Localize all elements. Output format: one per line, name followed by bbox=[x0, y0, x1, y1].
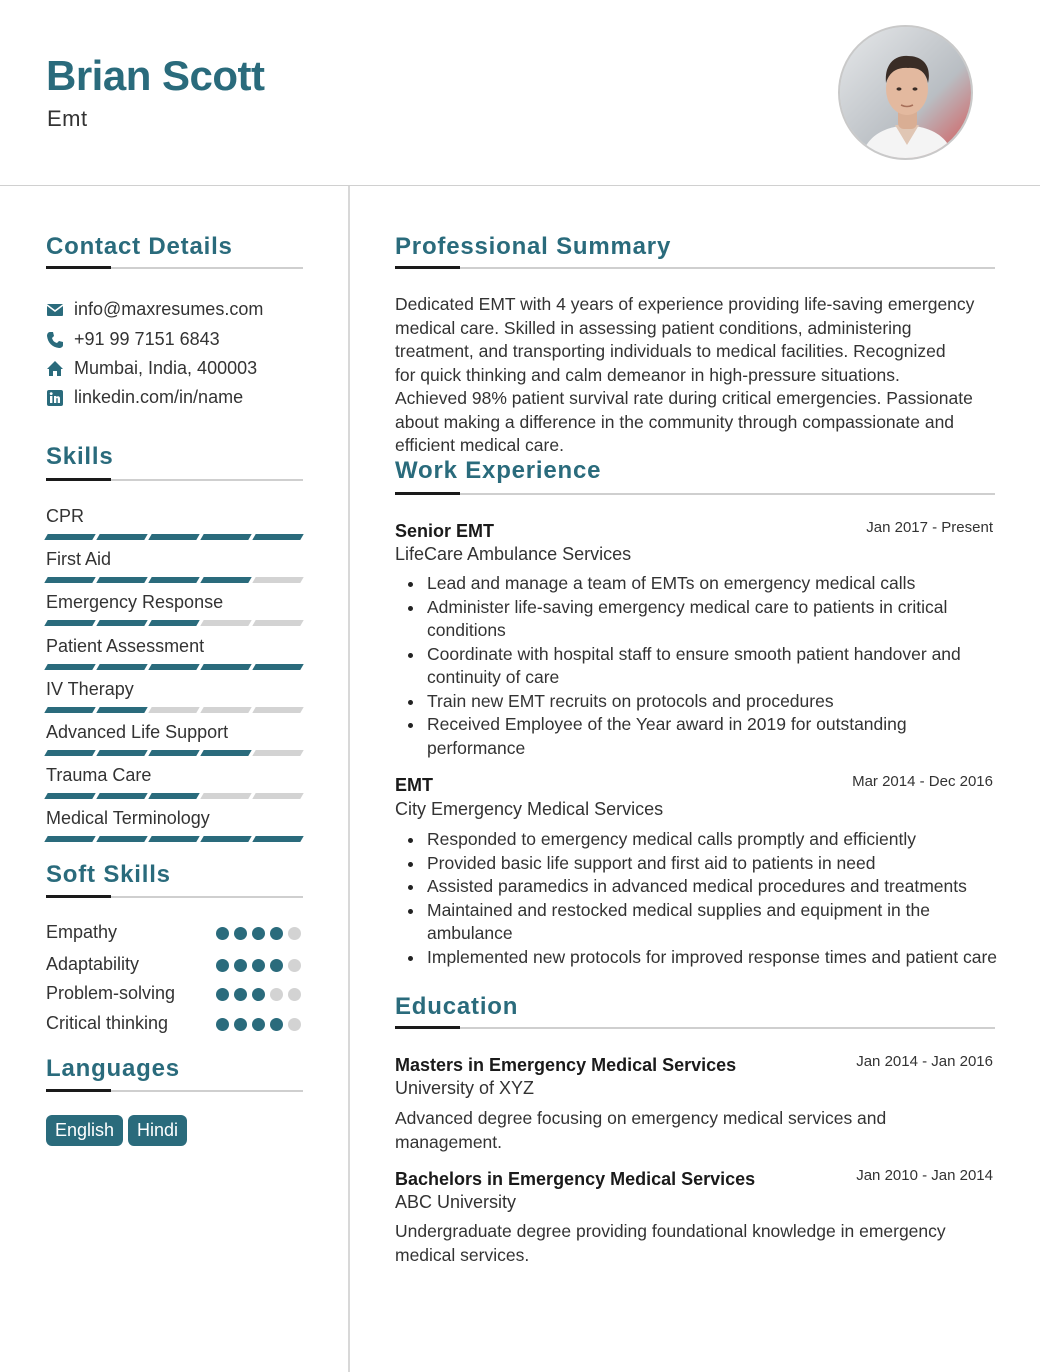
job-2-bullets bbox=[427, 828, 997, 969]
skill-level-segment bbox=[44, 664, 95, 670]
summary-line: about making a difference in the community through compassionate and bbox=[395, 411, 955, 432]
skill-label: Emergency Response bbox=[46, 592, 224, 612]
contact-linkedin-text: linkedin.com/in/name bbox=[74, 387, 244, 407]
edu-1-degree: Masters in Emergency Medical Services bbox=[395, 1055, 737, 1075]
list-item: Responded to emergency medical calls promptly and efficiently bbox=[427, 828, 997, 852]
skill-level-segment bbox=[200, 664, 251, 670]
skill-level-segment bbox=[200, 793, 251, 799]
person-portrait-icon bbox=[840, 27, 973, 160]
skill-level-segment bbox=[252, 793, 303, 799]
list-item: Received Employee of the Year award in 2019 for outstanding performance bbox=[427, 713, 997, 760]
rating-dot bbox=[288, 1018, 301, 1031]
language-tag: Hindi bbox=[128, 1115, 187, 1146]
skill-item bbox=[46, 636, 302, 657]
skill-level-segment bbox=[96, 620, 147, 626]
skill-level-bar bbox=[46, 620, 302, 626]
summary-rule bbox=[395, 267, 995, 269]
job-1-org: LifeCare Ambulance Services bbox=[395, 544, 632, 564]
skill-level-segment bbox=[148, 707, 199, 713]
candidate-name: Brian Scott bbox=[46, 52, 265, 99]
list-item: Implemented new protocols for improved response times and patient care bbox=[427, 946, 997, 970]
contact-email-text: info@maxresumes.com bbox=[74, 299, 264, 319]
skill-level-segment bbox=[148, 577, 199, 583]
list-item: Assisted paramedics in advanced medical procedures and treatments bbox=[427, 875, 997, 899]
contact-heading: Contact Details bbox=[46, 233, 233, 260]
edu-1-desc: Advanced degree focusing on emergency medical services and management. bbox=[395, 1108, 887, 1152]
skill-level-segment bbox=[96, 707, 147, 713]
soft-skill-rating bbox=[216, 959, 286, 973]
skill-level-bar bbox=[46, 750, 302, 756]
skill-item bbox=[46, 506, 302, 527]
skill-level-segment bbox=[96, 664, 147, 670]
rating-dot bbox=[234, 959, 247, 972]
skill-level-segment bbox=[96, 534, 147, 540]
rating-dot bbox=[216, 959, 229, 972]
summary-line: Dedicated EMT with 4 years of experience providing life-saving emergency bbox=[395, 294, 975, 314]
rating-dot bbox=[234, 1018, 247, 1031]
summary-line: efficient medical care. bbox=[395, 435, 564, 455]
skill-level-segment bbox=[44, 750, 95, 756]
edu-2-degree: Bachelors in Emergency Medical Services bbox=[395, 1169, 756, 1189]
rating-dot bbox=[288, 927, 301, 940]
skills-heading: Skills bbox=[46, 443, 114, 470]
contact-rule bbox=[46, 267, 303, 269]
education-heading: Education bbox=[395, 993, 519, 1020]
skill-label: Patient Assessment bbox=[46, 636, 205, 656]
rating-dot bbox=[252, 927, 265, 940]
rating-dot bbox=[234, 927, 247, 940]
skill-level-segment bbox=[252, 750, 303, 756]
soft-skill-label: Critical thinking bbox=[46, 1013, 169, 1033]
skill-level-segment bbox=[200, 534, 251, 540]
job-title: Emt bbox=[47, 106, 88, 131]
skill-level-segment bbox=[148, 534, 199, 540]
skill-level-segment bbox=[96, 836, 147, 842]
skill-level-segment bbox=[252, 620, 303, 626]
skill-level-segment bbox=[200, 750, 251, 756]
skill-level-segment bbox=[96, 750, 147, 756]
skill-level-bar bbox=[46, 836, 302, 842]
linkedin-icon bbox=[46, 389, 64, 407]
skill-level-segment bbox=[148, 793, 199, 799]
rating-dot bbox=[216, 927, 229, 940]
skill-level-segment bbox=[148, 750, 199, 756]
rating-dot bbox=[270, 1018, 283, 1031]
job-2-title: EMT bbox=[395, 775, 433, 795]
rating-dot bbox=[252, 988, 265, 1001]
rating-dot bbox=[252, 1018, 265, 1031]
languages-rule bbox=[46, 1090, 303, 1092]
skill-level-segment bbox=[148, 620, 199, 626]
skill-level-bar bbox=[46, 577, 302, 583]
soft-skills-heading: Soft Skills bbox=[46, 861, 171, 888]
soft-skill-item bbox=[46, 983, 302, 1004]
skill-level-bar bbox=[46, 707, 302, 713]
soft-skill-item bbox=[46, 922, 302, 943]
soft-skill-rating bbox=[216, 988, 286, 1002]
job-1-title: Senior EMT bbox=[395, 521, 495, 541]
education-rule bbox=[395, 1027, 995, 1029]
skill-item bbox=[46, 549, 302, 570]
job-1-bullets bbox=[427, 572, 997, 760]
skill-level-segment bbox=[44, 707, 95, 713]
skill-level-segment bbox=[200, 577, 251, 583]
job-2-dates: Mar 2014 - Dec 2016 bbox=[852, 773, 993, 790]
skill-item bbox=[46, 808, 302, 829]
skill-label: Trauma Care bbox=[46, 765, 152, 785]
rating-dot bbox=[216, 1018, 229, 1031]
skill-level-segment bbox=[44, 577, 95, 583]
summary-line: medical care. Skilled in assessing patient conditions, administering bbox=[395, 317, 912, 338]
language-tag: English bbox=[46, 1115, 123, 1146]
home-icon bbox=[46, 360, 64, 378]
rating-dot bbox=[270, 927, 283, 940]
list-item: Maintained and restocked medical supplies and equipment in the ambulance bbox=[427, 899, 997, 946]
resume-header bbox=[0, 0, 1040, 186]
soft-skill-label: Adaptability bbox=[46, 954, 140, 974]
skill-label: IV Therapy bbox=[46, 679, 134, 699]
skill-level-segment bbox=[252, 577, 303, 583]
contact-address-text: Mumbai, India, 400003 bbox=[74, 358, 258, 378]
summary-heading: Professional Summary bbox=[395, 233, 672, 260]
edu-1-school: University of XYZ bbox=[395, 1078, 535, 1098]
skill-level-segment bbox=[200, 707, 251, 713]
skill-item bbox=[46, 722, 302, 743]
envelope-icon bbox=[46, 301, 64, 319]
skill-level-segment bbox=[200, 836, 251, 842]
experience-heading: Work Experience bbox=[395, 457, 602, 484]
skill-level-segment bbox=[252, 836, 303, 842]
skill-level-segment bbox=[252, 707, 303, 713]
edu-1-dates: Jan 2014 - Jan 2016 bbox=[856, 1053, 993, 1070]
skill-level-segment bbox=[44, 620, 95, 626]
skill-label: Medical Terminology bbox=[46, 808, 210, 828]
rating-dot bbox=[270, 959, 283, 972]
skill-label: First Aid bbox=[46, 549, 112, 569]
job-1-dates: Jan 2017 - Present bbox=[866, 519, 993, 536]
rating-dot bbox=[252, 959, 265, 972]
skill-level-bar bbox=[46, 664, 302, 670]
skill-item bbox=[46, 592, 302, 613]
skill-level-segment bbox=[96, 793, 147, 799]
job-2-org: City Emergency Medical Services bbox=[395, 799, 664, 819]
languages-heading: Languages bbox=[46, 1055, 180, 1082]
soft-skill-rating bbox=[216, 927, 286, 941]
rating-dot bbox=[270, 988, 283, 1001]
skill-level-segment bbox=[96, 577, 147, 583]
skill-level-segment bbox=[44, 793, 95, 799]
rating-dot bbox=[288, 959, 301, 972]
skill-level-segment bbox=[252, 534, 303, 540]
experience-rule bbox=[395, 493, 995, 495]
edu-2-school: ABC University bbox=[395, 1192, 517, 1212]
soft-skill-item bbox=[46, 954, 302, 975]
skill-level-segment bbox=[252, 664, 303, 670]
rating-dot bbox=[234, 988, 247, 1001]
profile-photo bbox=[838, 25, 973, 160]
list-item: Administer life-saving emergency medical care to patients in critical conditions bbox=[427, 596, 997, 643]
summary-line: treatment, and transporting individuals to medical facilities. Recognized bbox=[395, 341, 946, 361]
summary-line: Achieved 98% patient survival rate during critical emergencies. Passionate bbox=[395, 388, 973, 408]
phone-icon bbox=[46, 331, 64, 349]
skill-level-segment bbox=[44, 836, 95, 842]
skill-level-bar bbox=[46, 793, 302, 799]
column-divider bbox=[348, 186, 350, 1372]
rating-dot bbox=[288, 988, 301, 1001]
skill-label: Advanced Life Support bbox=[46, 722, 229, 742]
skill-level-segment bbox=[44, 534, 95, 540]
skill-level-segment bbox=[148, 664, 199, 670]
soft-skill-label: Empathy bbox=[46, 922, 118, 942]
soft-skill-rating bbox=[216, 1018, 286, 1032]
rating-dot bbox=[216, 988, 229, 1001]
summary-line: for quick thinking and calm demeanor in high-pressure situations. bbox=[395, 364, 900, 385]
contact-phone-text: +91 99 7151 6843 bbox=[74, 329, 220, 349]
skills-rule bbox=[46, 479, 303, 481]
summary-text bbox=[395, 293, 995, 458]
skill-level-segment bbox=[200, 620, 251, 626]
edu-2-dates: Jan 2010 - Jan 2014 bbox=[856, 1167, 993, 1184]
skill-item bbox=[46, 679, 302, 700]
edu-2-desc: Undergraduate degree providing foundational knowledge in emergency medical services. bbox=[395, 1221, 946, 1265]
list-item: Coordinate with hospital staff to ensure smooth patient handover and continuity of care bbox=[427, 643, 997, 690]
skill-level-bar bbox=[46, 534, 302, 540]
soft-skills-rule bbox=[46, 896, 303, 898]
list-item: Lead and manage a team of EMTs on emergency medical calls bbox=[427, 572, 997, 596]
skill-level-segment bbox=[148, 836, 199, 842]
list-item: Provided basic life support and first aid to patients in need bbox=[427, 852, 997, 876]
skill-item bbox=[46, 765, 302, 786]
skill-label: CPR bbox=[46, 506, 85, 526]
soft-skill-label: Problem-solving bbox=[46, 983, 176, 1003]
list-item: Train new EMT recruits on protocols and procedures bbox=[427, 690, 997, 714]
soft-skill-item bbox=[46, 1013, 302, 1034]
